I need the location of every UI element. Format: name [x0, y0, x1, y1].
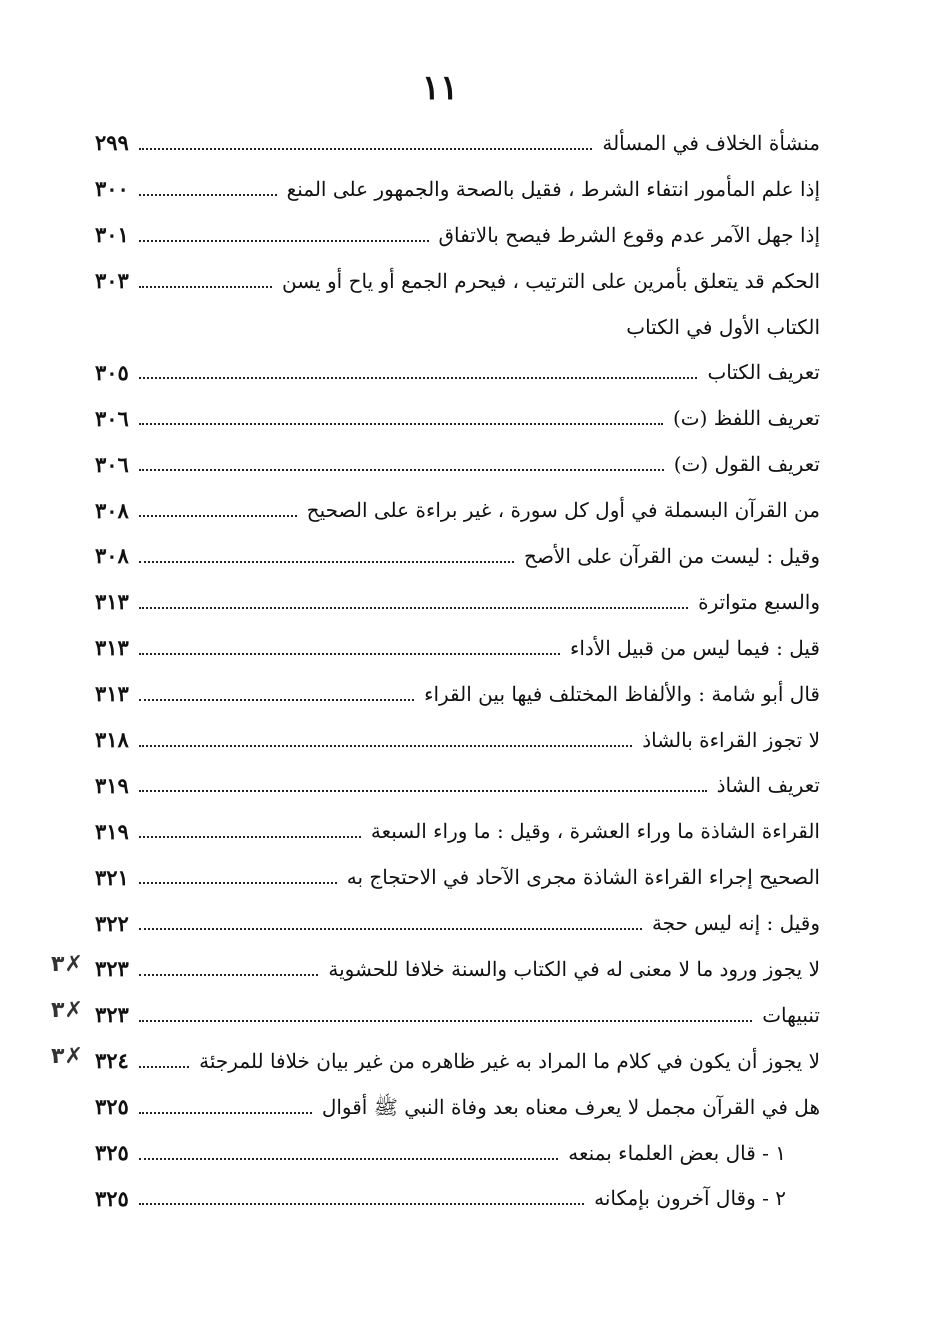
dot-leader: [139, 699, 414, 701]
toc-entry: [95, 854, 820, 900]
toc-entry: [95, 395, 820, 441]
dot-leader: [139, 928, 642, 930]
dot-leader: [139, 423, 663, 425]
toc-entry-page: ٣١٣: [95, 635, 129, 661]
dot-leader: [139, 194, 277, 196]
toc-entry-title: تعريف القول (ت): [673, 452, 820, 477]
toc-entry: [95, 671, 820, 717]
dot-leader: [139, 377, 698, 379]
handwritten-correction-mark: ✗٣: [51, 952, 83, 978]
toc-entry: [95, 579, 820, 625]
toc-entry-title: قال أبو شامة : والألفاظ المختلف فيها بين القراء: [424, 681, 820, 706]
toc-entry: [95, 349, 820, 395]
toc-entry-title: إذا جهل الآمر عدم وقوع الشرط فيصح بالاتفاق: [438, 222, 820, 247]
toc-entry-title: قيل : فيما ليس من قبيل الأداء: [569, 635, 820, 660]
dot-leader: [139, 240, 429, 242]
toc-entry: [95, 625, 820, 671]
toc-entry: [51, 1038, 820, 1084]
toc-entry-page: ٣٢٥: [95, 1094, 129, 1120]
toc-entry-page: ٣٠٥: [95, 359, 129, 385]
toc-entry-title: الحكم قد يتعلق بأمرين على الترتيب ، فيحرم الجمع أو ياح أو يسن: [282, 268, 820, 293]
toc-entry-page: ٣٢٥: [95, 1185, 129, 1211]
toc-entry-title: تعريف الكتاب: [707, 360, 820, 385]
toc-entry: [95, 487, 820, 533]
toc-entry-page: ٢٩٩: [95, 130, 129, 156]
dot-leader: [139, 607, 688, 609]
dot-leader: [139, 1066, 189, 1068]
toc-entry-page: ٣١٣: [95, 589, 129, 615]
toc-entry-page: ٣٢١: [95, 864, 129, 890]
toc-entry-title: الصحيح إجراء القراءة الشاذة مجرى الآحاد في الاحتجاج به: [346, 865, 820, 890]
toc-entry-page: ٣٢٢: [95, 910, 129, 936]
page-number: ١١: [421, 68, 459, 108]
dot-leader: [139, 653, 560, 655]
toc-entry-title: تنبيهات: [762, 1002, 820, 1027]
table-of-contents: [51, 120, 820, 1221]
toc-entry-page: ٣١٩: [95, 772, 129, 798]
toc-entry-title: ١ - قال بعض العلماء بمنعه: [568, 1140, 786, 1165]
toc-entry-page: ٣١٩: [95, 818, 129, 844]
dot-leader: [139, 1158, 558, 1160]
toc-entry-title: لا تجوز القراءة بالشاذ: [642, 727, 820, 752]
toc-entry-title: ٢ - وقال آخرون بإمكانه: [594, 1186, 786, 1211]
toc-entry: [51, 946, 820, 992]
toc-entry-title: والسبع متواترة: [698, 589, 820, 614]
toc-entry-page: ٣٠٠: [95, 176, 129, 202]
dot-leader: [139, 1020, 752, 1022]
toc-entry-title: لا يجوز ورود ما لا معنى له في الكتاب والسنة خلافا للحشوية: [328, 956, 820, 981]
toc-entry-page: ٣٠٦: [95, 451, 129, 477]
toc-entry: [95, 1175, 820, 1221]
toc-entry: [95, 1084, 820, 1130]
toc-entry: [95, 533, 820, 579]
toc-entry: [95, 166, 820, 212]
toc-entry-page: ٣٠٨: [95, 497, 129, 523]
toc-entry-title: تعريف اللفظ (ت): [672, 406, 820, 431]
toc-entry-page: ٣٠٦: [95, 405, 129, 431]
dot-leader: [139, 790, 707, 792]
toc-entry-page: ٣٠١: [95, 222, 129, 248]
toc-entry-title: لا يجوز أن يكون في كلام ما المراد به غير ظاهره من غير بيان خلافا للمرجئة: [199, 1048, 820, 1073]
toc-entry-title: الكتاب الأول في الكتاب: [626, 314, 820, 339]
toc-entry-title: من القرآن البسملة في أول كل سورة ، غير براءة على الصحيح: [306, 498, 820, 523]
toc-entry-page: ٣٢٥: [95, 1140, 129, 1166]
dot-leader: [139, 469, 664, 471]
handwritten-correction-mark: ✗٣: [51, 1043, 83, 1069]
dot-leader: [139, 882, 337, 884]
toc-entry-page: ٣٠٣: [95, 268, 129, 294]
dot-leader: [139, 148, 593, 150]
dot-leader: [139, 515, 297, 517]
toc-entry-title: منشأة الخلاف في المسألة: [602, 130, 820, 155]
dot-leader: [139, 745, 632, 747]
toc-entry: [95, 808, 820, 854]
toc-entry: [95, 441, 820, 487]
dot-leader: [139, 561, 514, 563]
toc-entry-title: وقيل : إنه ليس حجة: [651, 911, 820, 936]
toc-entry-page: ٣١٣: [95, 681, 129, 707]
toc-entry: [95, 1130, 820, 1176]
toc-entry-page: ٣٠٨: [95, 543, 129, 569]
dot-leader: [139, 974, 319, 976]
toc-entry: [95, 900, 820, 946]
toc-entry: [95, 258, 820, 304]
toc-entry-title: إذا علم المأمور انتفاء الشرط ، فقيل بالصحة والجمهور على المنع: [286, 176, 820, 201]
toc-entry: [95, 120, 820, 166]
dot-leader: [139, 1112, 312, 1114]
toc-section-heading: [95, 304, 820, 350]
dot-leader: [139, 836, 361, 838]
handwritten-correction-mark: ✗٣: [51, 997, 83, 1023]
toc-entry-page: ٣١٨: [95, 727, 129, 753]
toc-entry-page: ٣٢٤: [95, 1048, 129, 1074]
toc-entry: [95, 717, 820, 763]
toc-entry-title: القراءة الشاذة ما وراء العشرة ، وقيل : ما وراء السبعة: [370, 819, 820, 844]
dot-leader: [139, 1203, 584, 1205]
toc-entry-page: ٣٢٣: [95, 956, 129, 982]
toc-entry-title: تعريف الشاذ: [716, 773, 820, 798]
toc-entry: [95, 212, 820, 258]
toc-entry: [51, 992, 820, 1038]
toc-entry-page: ٣٢٣: [95, 1002, 129, 1028]
toc-entry-title: هل في القرآن مجمل لا يعرف معناه بعد وفاة النبي ﷺ أقوال: [321, 1094, 820, 1119]
toc-entry-title: وقيل : ليست من القرآن على الأصح: [524, 543, 820, 568]
toc-entry: [95, 762, 820, 808]
dot-leader: [139, 286, 272, 288]
